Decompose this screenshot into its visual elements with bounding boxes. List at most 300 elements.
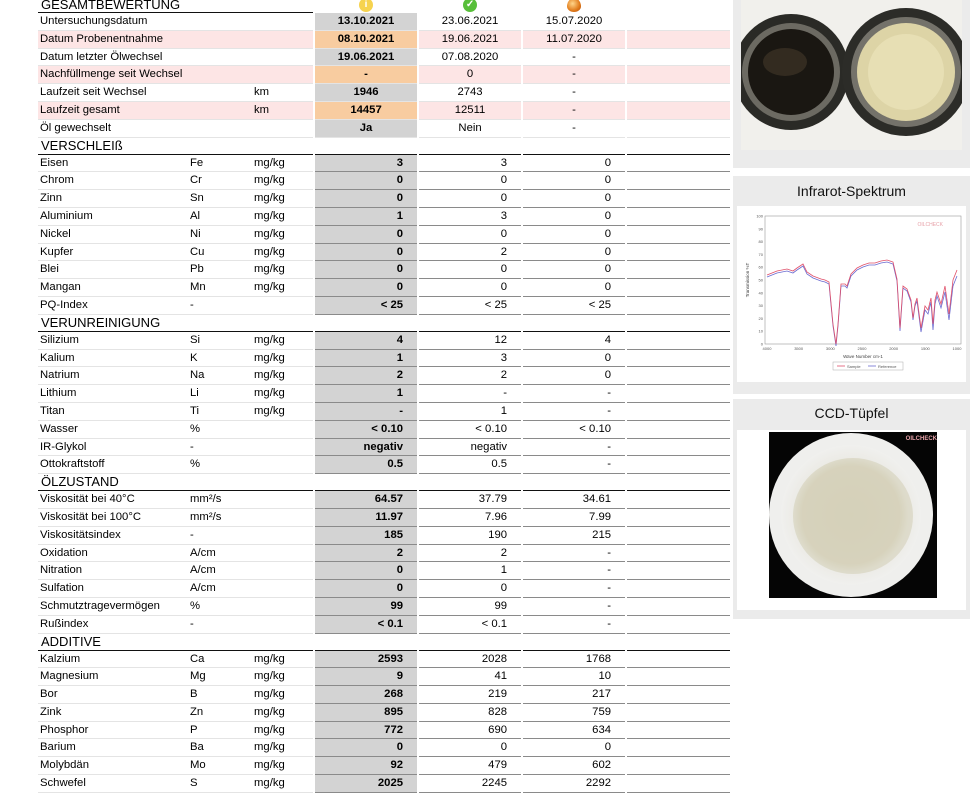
measurement-symbol: -: [188, 438, 252, 456]
measurement-row: [38, 349, 730, 367]
current-value: 2: [314, 367, 418, 385]
current-value: Ja: [314, 119, 418, 137]
previous-value-1: 0: [418, 739, 522, 757]
measurement-unit: mg/kg: [252, 349, 314, 367]
measurement-symbol: Na: [188, 367, 252, 385]
row-unit: [252, 119, 314, 137]
previous-value-1: 0: [418, 580, 522, 598]
previous-value-1: < 25: [418, 296, 522, 314]
measurement-name: Phosphor: [38, 721, 188, 739]
measurement-row: [38, 580, 730, 598]
current-value: 13.10.2021: [314, 13, 418, 31]
current-value: 64.57: [314, 491, 418, 509]
previous-value-2: -: [522, 562, 626, 580]
logo-text: OILCHECK: [917, 222, 943, 228]
ir-y-tick-label: 10: [758, 328, 763, 334]
measurement-name: Molybdän: [38, 757, 188, 775]
oil-sample-photo: [741, 0, 962, 150]
previous-value-2: 0: [522, 367, 626, 385]
measurement-unit: mg/kg: [252, 331, 314, 349]
previous-value-2: 10: [522, 668, 626, 686]
previous-value-2: 634: [522, 721, 626, 739]
previous-value-1: 479: [418, 757, 522, 775]
ir-x-tick-label: 3500: [794, 346, 804, 351]
previous-value-1: 0: [418, 261, 522, 279]
gesamt-row: [38, 101, 730, 119]
gesamtbewertung-section: [38, 0, 730, 137]
measurement-name: Nickel: [38, 225, 188, 243]
info-icon: i: [359, 0, 373, 12]
ir-x-tick-label: 4000: [762, 346, 772, 351]
previous-value-2: 2292: [522, 775, 626, 793]
check-icon: ✓: [463, 0, 477, 12]
previous-value-1: 37.79: [418, 491, 522, 509]
current-value: 99: [314, 597, 418, 615]
measurement-unit: mg/kg: [252, 172, 314, 190]
row-unit: [252, 30, 314, 48]
current-value: 1: [314, 349, 418, 367]
measurement-row: [38, 225, 730, 243]
legend-reference: Reference: [878, 364, 897, 369]
row-label: Nachfüllmenge seit Wechsel: [38, 66, 252, 84]
previous-value-2: -: [522, 597, 626, 615]
previous-value-1: 99: [418, 597, 522, 615]
measurement-unit: [252, 580, 314, 598]
measurement-unit: mg/kg: [252, 775, 314, 793]
previous-value-2: -: [522, 456, 626, 474]
previous-value-2: 0: [522, 243, 626, 261]
previous-value-2: -: [522, 544, 626, 562]
current-value: 772: [314, 721, 418, 739]
legend-sample: Sample: [847, 364, 861, 369]
measurement-row: [38, 775, 730, 793]
ir-x-tick-label: 2500: [857, 346, 867, 351]
row-label: Laufzeit gesamt: [38, 101, 252, 119]
measurement-name: Mangan: [38, 279, 188, 297]
measurement-symbol: mm²/s: [188, 491, 252, 509]
row-label: Datum Probenentnahme: [38, 30, 252, 48]
measurement-unit: [252, 296, 314, 314]
measurement-name: Oxidation: [38, 544, 188, 562]
measurement-unit: mg/kg: [252, 154, 314, 172]
ir-y-tick-label: 50: [758, 277, 763, 283]
section-title: VERSCHLEIß: [38, 137, 314, 154]
ir-spectrum-chart: [737, 206, 966, 382]
measurement-name: PQ-Index: [38, 296, 188, 314]
measurement-name: Viskosität bei 100°C: [38, 508, 188, 526]
measurement-name: Eisen: [38, 154, 188, 172]
ccd-spot-title: CCD-Tüpfel: [814, 405, 889, 421]
measurement-unit: [252, 544, 314, 562]
current-value: 0: [314, 225, 418, 243]
measurement-symbol: Mg: [188, 668, 252, 686]
previous-value-2: 0: [522, 261, 626, 279]
previous-value-2: -: [522, 385, 626, 403]
gesamt-row: [38, 66, 730, 84]
measurement-name: Titan: [38, 402, 188, 420]
ir-spectrum-panel: [733, 176, 970, 394]
measurement-symbol: %: [188, 420, 252, 438]
measurement-name: Wasser: [38, 420, 188, 438]
previous-value-1: 0: [418, 225, 522, 243]
measurement-unit: mg/kg: [252, 668, 314, 686]
previous-value-1: 1: [418, 562, 522, 580]
previous-value-2: 11.07.2020: [522, 30, 626, 48]
measurement-unit: [252, 597, 314, 615]
previous-value-1: 219: [418, 686, 522, 704]
measurement-symbol: K: [188, 349, 252, 367]
measurement-unit: [252, 615, 314, 633]
ir-spectrum-title: Infrarot-Spektrum: [797, 183, 906, 199]
measurement-unit: [252, 508, 314, 526]
previous-value-2: 34.61: [522, 491, 626, 509]
previous-value-2: 602: [522, 757, 626, 775]
previous-value-1: 07.08.2020: [418, 48, 522, 66]
current-value: -: [314, 402, 418, 420]
section-1: [38, 314, 730, 473]
previous-value-1: 2: [418, 544, 522, 562]
previous-value-1: -: [418, 385, 522, 403]
measurement-name: Zink: [38, 703, 188, 721]
previous-value-1: 828: [418, 703, 522, 721]
measurement-name: Schmutztragevermögen: [38, 597, 188, 615]
previous-value-2: 15.07.2020: [522, 13, 626, 31]
measurement-symbol: -: [188, 296, 252, 314]
row-label: Datum letzter Ölwechsel: [38, 48, 252, 66]
previous-value-2: 217: [522, 686, 626, 704]
current-value: 9: [314, 668, 418, 686]
measurement-name: IR-Glykol: [38, 438, 188, 456]
measurement-name: Schwefel: [38, 775, 188, 793]
measurement-name: Lithium: [38, 385, 188, 403]
measurement-unit: mg/kg: [252, 402, 314, 420]
ir-y-tick-label: 20: [758, 315, 763, 321]
previous-value-1: 12511: [418, 101, 522, 119]
measurement-unit: mg/kg: [252, 207, 314, 225]
previous-value-1: 0: [418, 66, 522, 84]
measurement-name: Kupfer: [38, 243, 188, 261]
current-value: 0: [314, 243, 418, 261]
measurement-name: Rußindex: [38, 615, 188, 633]
measurement-symbol: P: [188, 721, 252, 739]
ir-x-tick-label: 3000: [825, 346, 835, 351]
previous-value-1: 23.06.2021: [418, 13, 522, 31]
gesamt-row: [38, 84, 730, 102]
measurement-unit: mg/kg: [252, 739, 314, 757]
measurement-row: [38, 367, 730, 385]
measurement-symbol: Ca: [188, 650, 252, 668]
ir-xlabel: Wave Number cm-1: [843, 354, 883, 359]
previous-value-1: 41: [418, 668, 522, 686]
previous-value-1: 0: [418, 172, 522, 190]
measurement-symbol: Fe: [188, 154, 252, 172]
current-value: < 25: [314, 296, 418, 314]
previous-value-1: 2: [418, 367, 522, 385]
measurement-symbol: %: [188, 456, 252, 474]
current-value: 2025: [314, 775, 418, 793]
previous-value-1: 3: [418, 349, 522, 367]
current-value: 2: [314, 544, 418, 562]
previous-value-2: 215: [522, 526, 626, 544]
previous-value-2: 7.99: [522, 508, 626, 526]
measurement-unit: [252, 420, 314, 438]
measurement-unit: [252, 562, 314, 580]
previous-value-2: 0: [522, 279, 626, 297]
previous-value-2: -: [522, 438, 626, 456]
report-table: [38, 0, 730, 793]
current-value: < 0.10: [314, 420, 418, 438]
measurement-symbol: %: [188, 597, 252, 615]
measurement-symbol: S: [188, 775, 252, 793]
measurement-unit: mg/kg: [252, 757, 314, 775]
previous-value-2: 4: [522, 331, 626, 349]
gesamtbewertung-header: [38, 0, 730, 13]
previous-value-2: 0: [522, 207, 626, 225]
measurement-unit: mg/kg: [252, 650, 314, 668]
previous-value-2: 0: [522, 225, 626, 243]
previous-value-1: 12: [418, 331, 522, 349]
row-unit: km: [252, 84, 314, 102]
measurement-name: Silizium: [38, 331, 188, 349]
previous-value-2: -: [522, 48, 626, 66]
measurement-name: Nitration: [38, 562, 188, 580]
measurement-row: [38, 491, 730, 509]
ir-ylabel: Transmission %T: [745, 262, 750, 298]
measurement-name: Viskositätsindex: [38, 526, 188, 544]
measurement-row: [38, 172, 730, 190]
measurement-symbol: A/cm: [188, 580, 252, 598]
previous-value-1: 2245: [418, 775, 522, 793]
measurement-symbol: Ti: [188, 402, 252, 420]
measurement-name: Ottokraftstoff: [38, 456, 188, 474]
section-3: [38, 633, 730, 792]
current-value: 19.06.2021: [314, 48, 418, 66]
previous-value-2: 0: [522, 739, 626, 757]
measurement-symbol: Cr: [188, 172, 252, 190]
ir-y-tick-label: 80: [758, 239, 763, 245]
measurement-symbol: Li: [188, 385, 252, 403]
ir-x-tick-label: 1000: [952, 346, 962, 351]
row-unit: [252, 13, 314, 31]
measurement-row: [38, 243, 730, 261]
section-0: [38, 137, 730, 314]
row-unit: km: [252, 101, 314, 119]
gesamt-row: [38, 13, 730, 31]
measurement-unit: mg/kg: [252, 279, 314, 297]
current-value: 3: [314, 154, 418, 172]
measurement-row: [38, 402, 730, 420]
measurement-symbol: mm²/s: [188, 508, 252, 526]
current-value: negativ: [314, 438, 418, 456]
previous-value-2: 1768: [522, 650, 626, 668]
previous-value-2: -: [522, 119, 626, 137]
previous-value-1: 690: [418, 721, 522, 739]
row-unit: [252, 66, 314, 84]
measurement-row: [38, 757, 730, 775]
previous-value-2: 0: [522, 154, 626, 172]
measurement-name: Aluminium: [38, 207, 188, 225]
previous-value-1: 19.06.2021: [418, 30, 522, 48]
measurement-row: [38, 190, 730, 208]
measurement-row: [38, 456, 730, 474]
current-value: 895: [314, 703, 418, 721]
current-value: 0: [314, 190, 418, 208]
measurement-symbol: A/cm: [188, 562, 252, 580]
ir-x-tick-label: 1500: [920, 346, 930, 351]
current-value: 14457: [314, 101, 418, 119]
measurement-symbol: Mo: [188, 757, 252, 775]
measurement-row: [38, 420, 730, 438]
section-2: [38, 474, 730, 633]
measurement-row: [38, 296, 730, 314]
row-unit: [252, 48, 314, 66]
measurement-unit: mg/kg: [252, 190, 314, 208]
measurement-symbol: Ba: [188, 739, 252, 757]
section-title: VERUNREINIGUNG: [38, 314, 314, 331]
previous-value-1: 3: [418, 207, 522, 225]
measurement-row: [38, 668, 730, 686]
measurement-symbol: A/cm: [188, 544, 252, 562]
current-value: 0: [314, 172, 418, 190]
measurement-name: Magnesium: [38, 668, 188, 686]
measurement-row: [38, 544, 730, 562]
measurement-name: Blei: [38, 261, 188, 279]
previous-value-2: < 25: [522, 296, 626, 314]
row-label: Öl gewechselt: [38, 119, 252, 137]
ir-y-tick-label: 70: [758, 251, 763, 257]
measurement-symbol: Sn: [188, 190, 252, 208]
measurement-row: [38, 597, 730, 615]
measurement-row: [38, 154, 730, 172]
previous-value-2: < 0.10: [522, 420, 626, 438]
measurement-unit: [252, 491, 314, 509]
current-value: 1: [314, 207, 418, 225]
current-value: 92: [314, 757, 418, 775]
logo-text: OILCHECK: [905, 436, 937, 442]
current-value: 1946: [314, 84, 418, 102]
current-value: < 0.1: [314, 615, 418, 633]
measurement-unit: mg/kg: [252, 385, 314, 403]
previous-value-2: 0: [522, 190, 626, 208]
measurement-symbol: -: [188, 526, 252, 544]
measurement-name: Natrium: [38, 367, 188, 385]
previous-value-2: 0: [522, 172, 626, 190]
measurement-row: [38, 686, 730, 704]
measurement-name: Barium: [38, 739, 188, 757]
ir-x-tick-label: 2000: [889, 346, 899, 351]
measurement-unit: mg/kg: [252, 261, 314, 279]
measurement-row: [38, 331, 730, 349]
measurement-row: [38, 261, 730, 279]
measurement-name: Kalzium: [38, 650, 188, 668]
measurement-symbol: Ni: [188, 225, 252, 243]
gesamt-row: [38, 48, 730, 66]
current-value: 0.5: [314, 456, 418, 474]
previous-value-2: 0: [522, 349, 626, 367]
measurement-symbol: -: [188, 615, 252, 633]
measurement-unit: mg/kg: [252, 721, 314, 739]
previous-value-2: -: [522, 402, 626, 420]
ir-y-tick-label: 60: [758, 264, 763, 270]
previous-value-2: -: [522, 580, 626, 598]
measurement-symbol: Mn: [188, 279, 252, 297]
previous-value-1: 2: [418, 243, 522, 261]
ir-y-tick-label: 90: [758, 226, 763, 232]
measurement-symbol: B: [188, 686, 252, 704]
current-value: 0: [314, 562, 418, 580]
measurement-name: Bor: [38, 686, 188, 704]
measurement-name: Chrom: [38, 172, 188, 190]
previous-value-1: 190: [418, 526, 522, 544]
previous-value-1: 0: [418, 190, 522, 208]
measurement-unit: mg/kg: [252, 243, 314, 261]
gesamt-row: [38, 30, 730, 48]
measurement-row: [38, 207, 730, 225]
measurement-row: [38, 650, 730, 668]
current-value: -: [314, 66, 418, 84]
measurement-unit: [252, 456, 314, 474]
current-value: 0: [314, 580, 418, 598]
current-value: 4: [314, 331, 418, 349]
previous-value-1: 0: [418, 279, 522, 297]
oil-drop-icon: [567, 0, 581, 12]
measurement-row: [38, 703, 730, 721]
measurement-row: [38, 438, 730, 456]
measurement-row: [38, 508, 730, 526]
previous-value-2: -: [522, 615, 626, 633]
current-value: 185: [314, 526, 418, 544]
ccd-spot-panel: [733, 399, 970, 619]
previous-value-2: -: [522, 101, 626, 119]
measurement-symbol: Cu: [188, 243, 252, 261]
gesamt-row: [38, 119, 730, 137]
measurement-row: [38, 615, 730, 633]
previous-value-2: 759: [522, 703, 626, 721]
previous-value-1: 1: [418, 402, 522, 420]
row-label: Laufzeit seit Wechsel: [38, 84, 252, 102]
previous-value-1: negativ: [418, 438, 522, 456]
previous-value-1: 2743: [418, 84, 522, 102]
measurement-name: Kalium: [38, 349, 188, 367]
ccd-spot-image: [737, 430, 966, 610]
measurement-unit: mg/kg: [252, 367, 314, 385]
previous-value-2: -: [522, 66, 626, 84]
section-title: ÖLZUSTAND: [38, 474, 314, 491]
measurement-row: [38, 562, 730, 580]
previous-value-2: -: [522, 84, 626, 102]
current-value: 2593: [314, 650, 418, 668]
previous-value-1: Nein: [418, 119, 522, 137]
ir-y-tick-label: 0: [760, 341, 763, 347]
ir-y-tick-label: 30: [758, 303, 763, 309]
row-label: Untersuchungsdatum: [38, 13, 252, 31]
current-value: 0: [314, 739, 418, 757]
measurement-symbol: Pb: [188, 261, 252, 279]
measurement-symbol: Si: [188, 331, 252, 349]
measurement-name: Viskosität bei 40°C: [38, 491, 188, 509]
measurement-row: [38, 721, 730, 739]
section-title: ADDITIVE: [38, 633, 314, 650]
previous-value-1: < 0.10: [418, 420, 522, 438]
previous-value-1: 2028: [418, 650, 522, 668]
current-value: 268: [314, 686, 418, 704]
measurement-row: [38, 739, 730, 757]
measurement-unit: [252, 526, 314, 544]
section-title: GESAMTBEWERTUNG: [38, 0, 314, 13]
current-value: 11.97: [314, 508, 418, 526]
measurement-unit: mg/kg: [252, 686, 314, 704]
measurement-row: [38, 385, 730, 403]
